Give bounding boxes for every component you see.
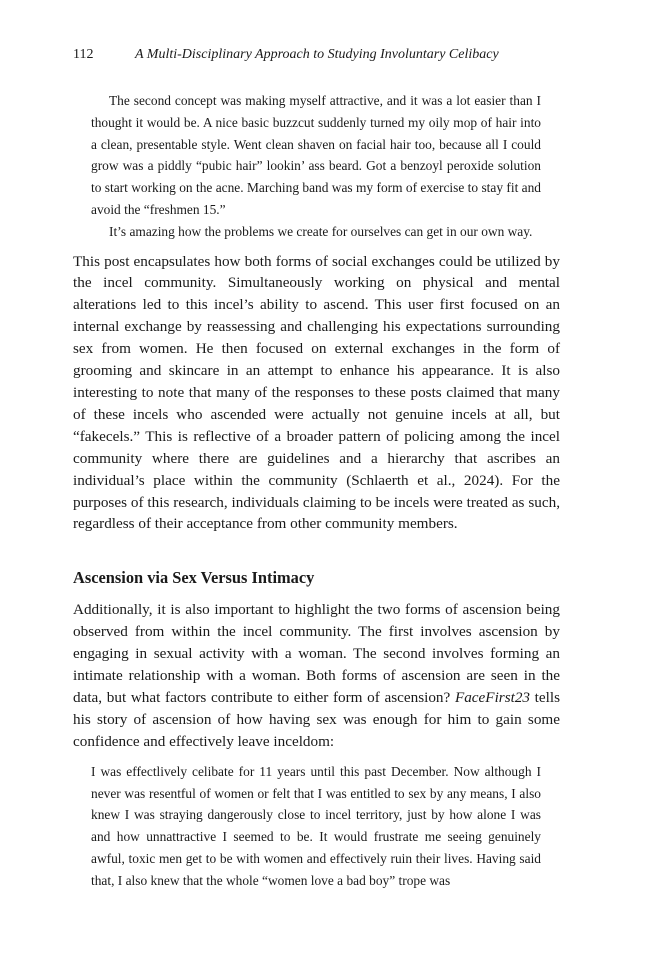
paragraph-2-text-start: Additionally, it is also important to highlight the two forms of ascension being observed from within the incel community. The first involves ascension by engaging in sexual activity with a woman. The second involves forming an intimate relationship with a woman. Both forms of ascension are seen in the data, but what factors contribute to either form of ascension? <box>73 601 560 706</box>
quote-1-paragraph-1: The second concept was making myself attractive, and it was a lot easier than I thought it would be. A nice basic buzzcut suddenly turned my oily mop of hair into a clean, presentable style. Went clean shaven on facial hair too, because all I could grow was a piddly “pubic hair” lookin’ ass beard. Got a benzoyl peroxide solution to start working on the acne. Marching band was my form of exercise to stay fit and avoid the “freshmen 15.” <box>91 93 541 217</box>
quote-2-paragraph: I was effectlively celibate for 11 years until this past December. Now although I never was resentful of women or felt that I was entitled to sex by any means, I also knew I was straying dangerously close to incel territory, just by how alone I was and how unnattractive I seemed to be. It would frustrate me seeing genuinely awful, toxic men get to be with women and effectively ruin their lives. Having said that, I also knew that the whole “women love a bad boy” trope was <box>91 763 541 888</box>
section-heading: Ascension via Sex Versus Intimacy <box>73 568 315 588</box>
running-title: A Multi-Disciplinary Approach to Studying Involuntary Celibacy <box>135 47 499 62</box>
block-quote-2 <box>73 761 560 892</box>
username-reference: FaceFirst23 <box>454 688 531 706</box>
body-paragraph-2 <box>73 599 560 752</box>
main-content <box>73 90 560 891</box>
block-quote-1 <box>73 90 560 243</box>
quote-1-paragraph-2: It’s amazing how the problems we create for ourselves can get in our own way. <box>109 223 533 239</box>
body-paragraph-1: This post encapsulates how both forms of social exchanges could be utilized by the incel community. Simultaneously working on physical and mental alterations led to this incel’s ability to ascend. This user first focused on an internal exchange by reassessing and challenging his expectations surrounding sex from women. He then focused on external exchanges in the form of grooming and skincare in an attempt to enhance his appearance. It is also interesting to note that many of the responses to these posts claimed that many of these incels who ascended were actually not genuine incels at all, but “fakecels.” This is reflective of a broader pattern of policing among the incel community where there are guidelines and a hierarchy that ascribes an individual’s place within the community (Schlaerth et al., 2024). For the purposes of this research, individuals claiming to be incels were treated as such, regardless of their acceptance from other community members. <box>73 252 560 533</box>
page-number: 112 <box>73 47 94 62</box>
paragraph-2-text-end: tells his story of ascension of how having sex was enough for him to gain some confidence and effectively leave inceldom: <box>73 688 560 750</box>
running-head <box>73 46 560 64</box>
